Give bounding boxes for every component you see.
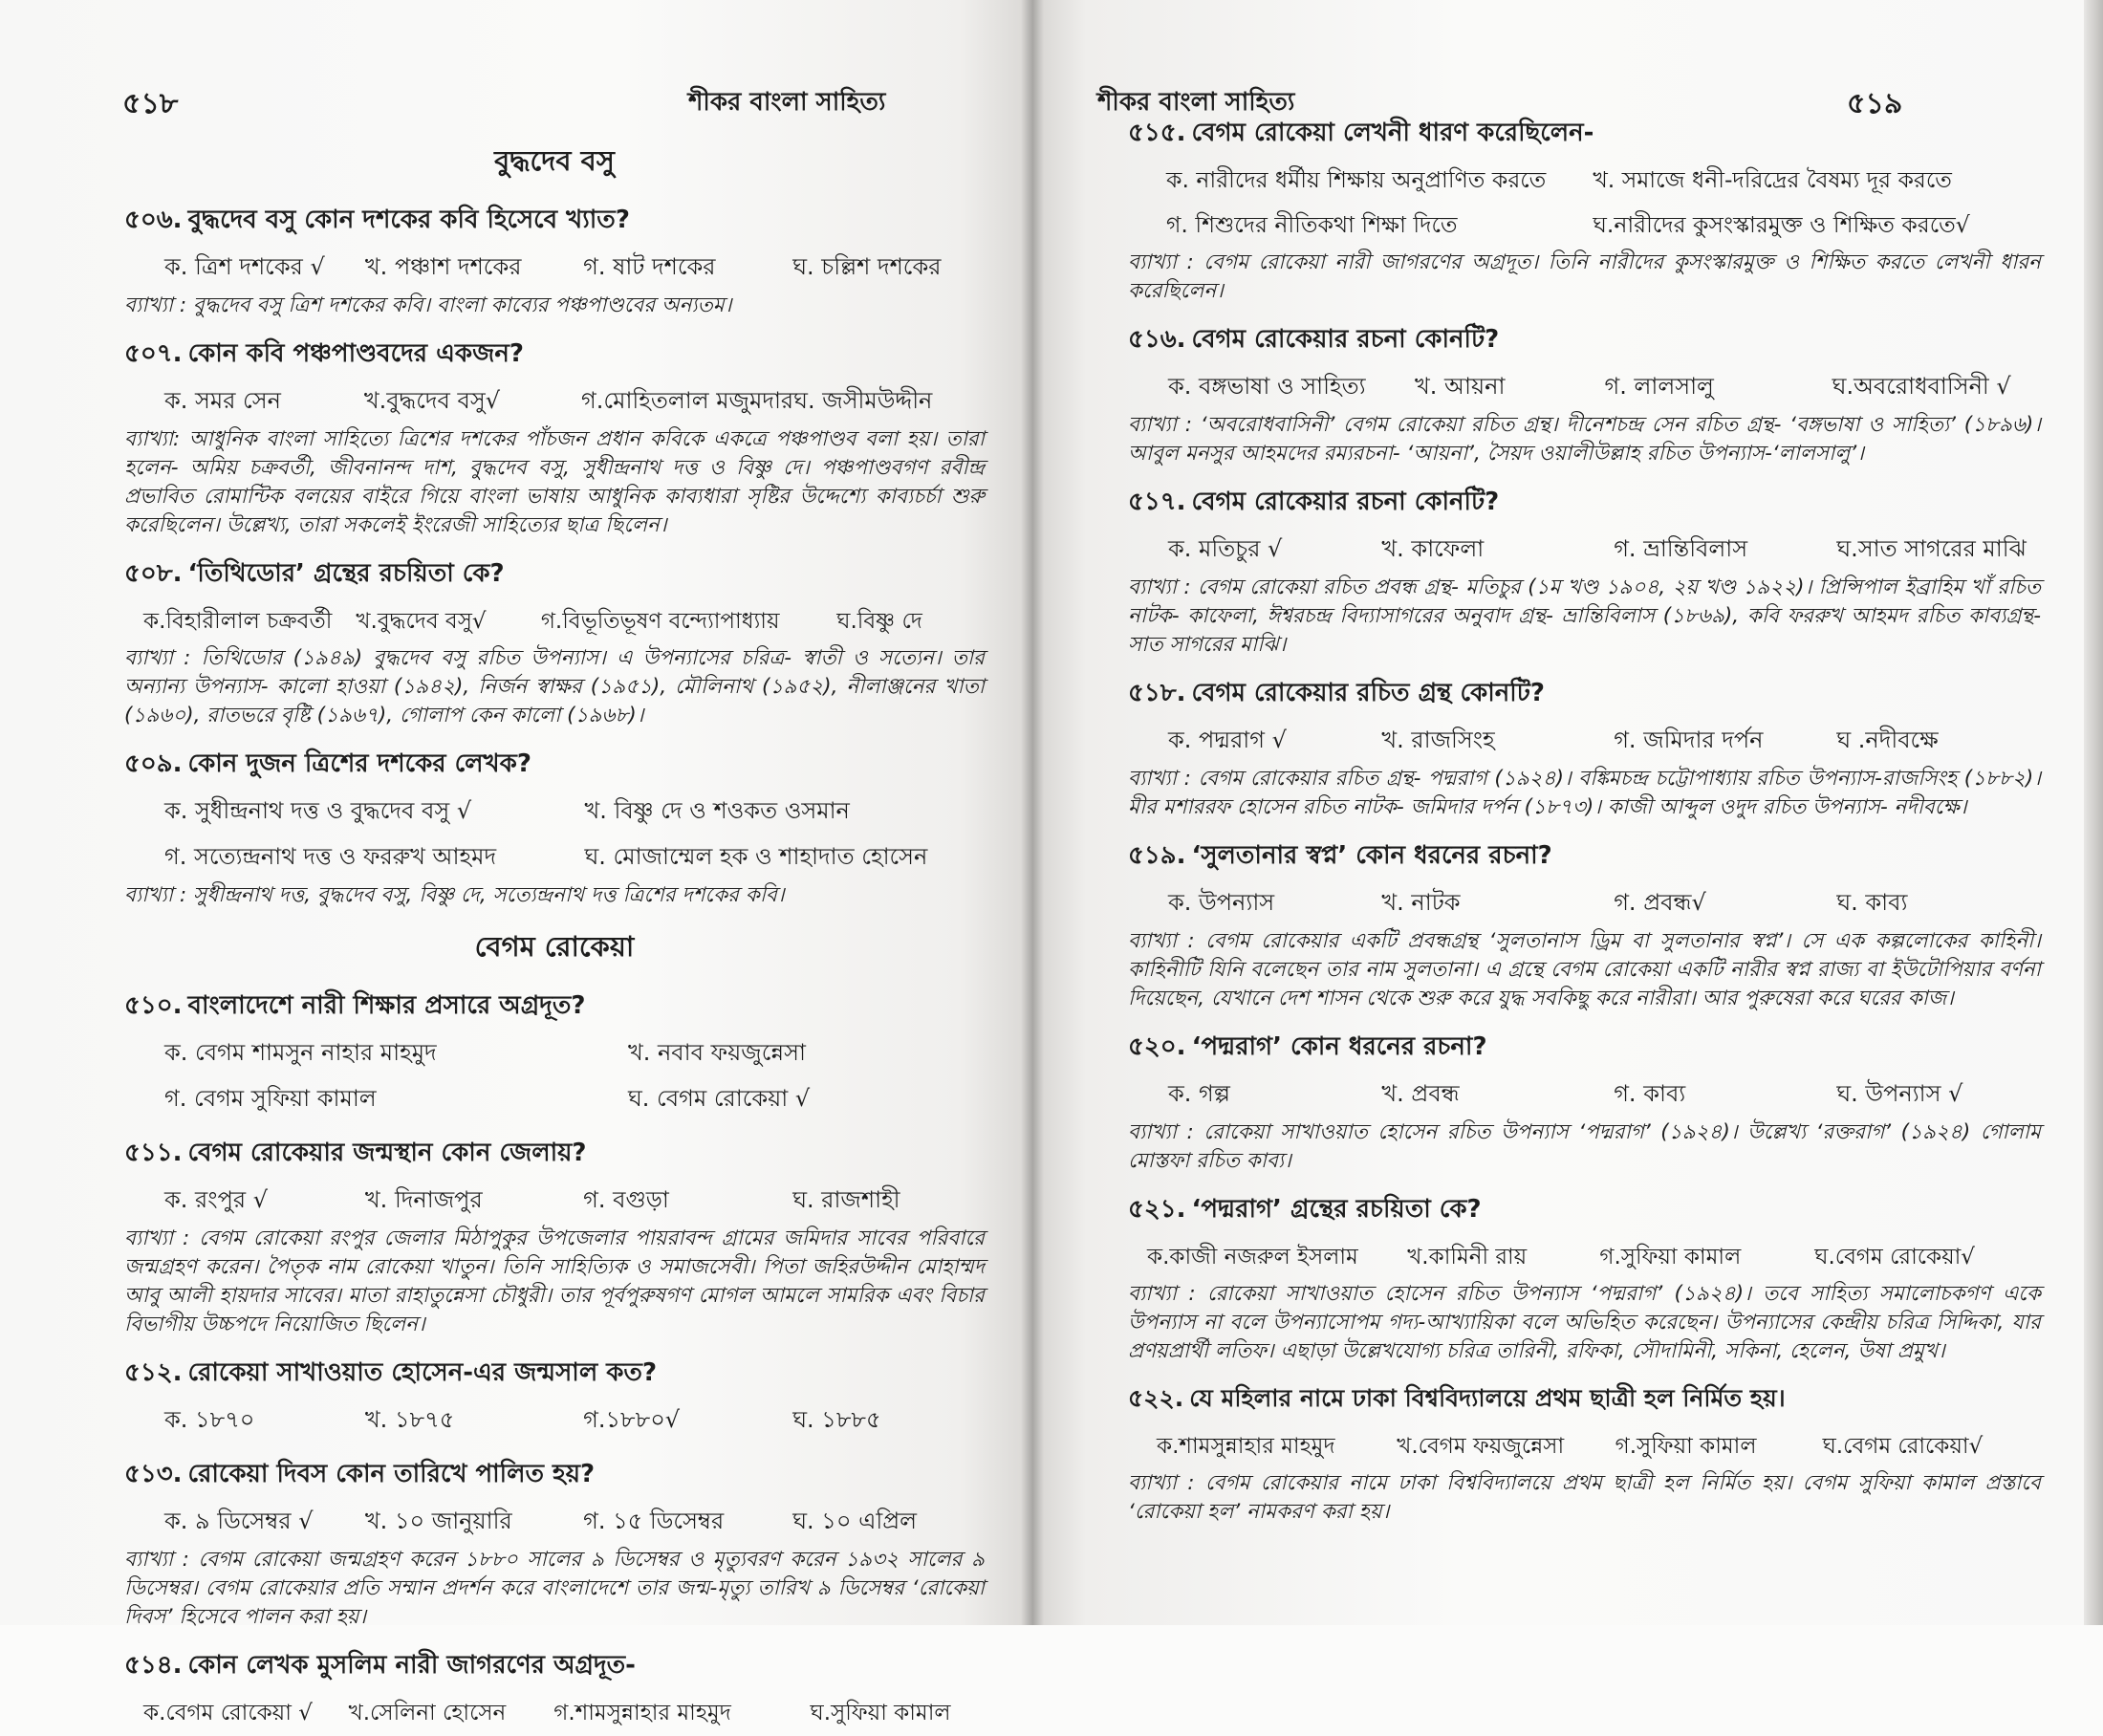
option: খ. পঞ্চাশ দশকের (364, 253, 522, 280)
book-gutter-shadow (1021, 0, 1044, 1625)
explanation: ব্যাখ্যা : বেগম রোকেয়ার রচিত গ্রন্থ- পদ্মরাগ (১৯২৪)। বঙ্কিমচন্দ্র চট্টোপাধ্যায় রচিত উপন্যাস-রাজসিংহ (১৮৮২)। মীর মশাররফ হোসেন রচিত নাটক- জমিদার দর্পন (১৮৭৩)। কাজী আব্দুল ওদুদ রচিত উপন্যাস- নদীবক্ষে। (1128, 767, 2041, 819)
question-text: বেগম রোকেয়ার রচিত গ্রন্থ কোনটি? (1191, 679, 1545, 707)
option: গ. জমিদার দর্পন (1614, 727, 1764, 753)
question-text: যে মহিলার নামে ঢাকা বিশ্ববিদ্যালয়ে প্রথম ছাত্রী হল নির্মিত হয়। (1189, 1384, 1786, 1412)
left-running-title: শীকর বাংলা সাহিত্য (688, 88, 886, 117)
options (1168, 1076, 2041, 1115)
option: ঘ .নদীবক্ষে (1836, 727, 1939, 753)
option: গ. সত্যেন্দ্রনাথ দত্ত ও ফররুখ আহমদ (164, 843, 497, 870)
option: ঘ.বেগম রোকেয়া√ (1814, 1245, 1975, 1269)
option: গ.১৮৮০√ (583, 1406, 681, 1433)
question (124, 334, 985, 376)
option: ক. সুধীন্দ্রনাথ দত্ত ও বুদ্ধদেব বসু √ (164, 797, 472, 824)
question-number: ৫১২. (124, 1358, 183, 1387)
right-page (1032, 0, 2103, 1625)
option: খ.বেগম ফয়জুন্নেসা (1397, 1434, 1565, 1459)
option: খ. নবাব ফয়জুন্নেসা (627, 1039, 806, 1066)
question-number: ৫১০. (124, 991, 183, 1020)
question (1128, 1189, 2041, 1231)
option: ক. বঙ্গভাষা ও সাহিত্য (1168, 373, 1366, 400)
option: ঘ. কাব্য (1836, 889, 1908, 916)
option: গ. কাব্য (1614, 1080, 1686, 1107)
options (1166, 163, 2041, 245)
option: ক. উপন্যাস (1168, 889, 1275, 916)
question-number: ৫১৮. (1128, 679, 1186, 707)
option: ঘ.অবরোধবাসিনী √ (1832, 373, 2011, 400)
question (124, 986, 985, 1028)
option: খ. ১৮৭৫ (364, 1406, 455, 1433)
option: ঘ.সুফিয়া কামাল (810, 1701, 951, 1725)
option: খ.বুদ্ধদেব বসু√ (363, 387, 501, 414)
option: গ.সুফিয়া কামাল (1615, 1434, 1757, 1459)
question-text: ‘পদ্মরাগ’ কোন ধরনের রচনা? (1191, 1032, 1487, 1061)
right-page-number: ৫১৯ (1847, 87, 1903, 120)
question-number: ৫০৬. (124, 206, 183, 234)
question (1128, 113, 2041, 155)
question-text: বুদ্ধদেব বসু কোন দশকের কবি হিসেবে খ্যাত? (187, 206, 630, 234)
question (1128, 482, 2041, 524)
explanation: ব্যাখ্যা : রোকেয়া সাখাওয়াত হোসেন রচিত উপন্যাস ‘পদ্মরাগ’ (১৯২৪)। তবে সাহিত্য সমালোচকগণ একে উপন্যাস না বলে উপন্যাসোপম গদ্য-আখ্যায়িকা বলে অভিহিত করেছেন। উপন্যাসের কেন্দ্রীয় চরিত্র সিদ্দিকা, যার প্রণয়প্রার্থী লতিফ। এছাড়া উল্লেখযোগ্য চরিত্র তারিনী, রফিকা, সৌদামিনী, সকিনা, হেলেন, উষা প্রমুখ। (1128, 1282, 2041, 1363)
page-edge-shadow (2084, 0, 2103, 1625)
options (1147, 1239, 2041, 1276)
question-text: বাংলাদেশে নারী শিক্ষার প্রসারে অগ্রদূত? (187, 991, 586, 1020)
explanation: ব্যাখ্যা : বেগম রোকেয়া রচিত প্রবন্ধ গ্রন্থ- মতিচুর (১ম খণ্ড ১৯০৪, ২য় খণ্ড ১৯২২)। প্রিন্সিপাল ইব্রাহিম খাঁ রচিত নাটক- কাফেলা, ঈশ্বরচন্দ্র বিদ্যাসাগরের অনুবাদ গ্রন্থ- ভ্রান্তিবিলাস (১৮৬৯), কবি ফররুখ আহমদ রচিত কাব্যগ্রন্থ- সাত সাগরের মাঝি। (1128, 575, 2041, 657)
option: খ. রাজসিংহ (1381, 727, 1495, 753)
question-number: ৫১৯. (1128, 841, 1186, 870)
option: ক. ১৮৭০ (164, 1406, 255, 1433)
left-page-number: ৫১৮ (122, 87, 179, 120)
explanation: ব্যাখ্যা : বেগম রোকেয়ার একটি প্রবন্ধগ্রন্থ ‘সুলতানাস ড্রিম বা সুলতানার স্বপ্ন’। সে এক কল্পলোকের কাহিনী। কাহিনীটি যিনি বলেছেন তার নাম সুলতানা। এ গ্রন্থে বেগম রোকেয়া একটি নারীর স্বপ্ন রাজ্য বা ইউটোপিয়ার বর্ণনা দিয়েছেন, যেখানে দেশ শাসন থেকে শুরু করে যুদ্ধ সবকিছু করে নারীরা। আর পুরুষেরা করে ঘরের কাজ। (1128, 929, 2041, 1010)
option: ঘ. জসীমউদ্দীন (793, 387, 933, 414)
options (1157, 1428, 2041, 1465)
question (1128, 1379, 2041, 1421)
option: গ.সুফিয়া কামাল (1599, 1245, 1742, 1269)
explanation: ব্যাখ্যা : বেগম রোকেয়া জন্মগ্রহণ করেন ১৮৮০ সালের ৯ ডিসেম্বর ও মৃত্যুবরণ করেন ১৯৩২ সালের ৯ ডিসেম্বর। বেগম রোকেয়ার প্রতি সম্মান প্রদর্শন করে বাংলাদেশে তার জন্ম-মৃত্যু তারিখ ৯ ডিসেম্বর ‘রোকেয়া দিবস’ হিসেবে পালন করা হয়। (124, 1548, 985, 1629)
option: ঘ. ১৮৮৫ (792, 1406, 881, 1433)
option: ঘ.বিষ্ণু দে (836, 609, 922, 634)
question-number: ৫১৫. (1128, 119, 1186, 147)
question-text: রোকেয়া দিবস কোন তারিখে পালিত হয়? (187, 1460, 596, 1488)
option: ক. গল্প (1168, 1080, 1230, 1107)
question (124, 744, 985, 786)
options (164, 383, 985, 422)
question-text: বেগম রোকেয়ার জন্মস্থান কোন জেলায়? (187, 1139, 587, 1167)
option: গ. বেগম সুফিয়া কামাল (164, 1085, 377, 1112)
question (124, 200, 985, 242)
explanation: ব্যাখ্যা : তিথিডোর (১৯৪৯) বুদ্ধদেব বসু রচিত উপন্যাস। এ উপন্যাসের চরিত্র- স্বাতী ও সত্যেন। তার অন্যান্য উপন্যাস- কালো হাওয়া (১৯৪২), নির্জন স্বাক্ষর (১৯৫১), মৌলিনাথ (১৯৫২), নীলাঞ্জনের খাতা (১৯৬০), রাতভরে বৃষ্টি (১৯৬৭), গোলাপ কেন কালো (১৯৬৮)। (124, 646, 985, 727)
option: ঘ. বেগম রোকেয়া √ (627, 1085, 811, 1112)
options (1168, 532, 2041, 570)
option: গ. লালসালু (1604, 373, 1714, 400)
option: ঘ. উপন্যাস √ (1836, 1080, 1963, 1107)
option: ক.শামসুন্নাহার মাহমুদ (1157, 1434, 1335, 1459)
explanation: ব্যাখ্যা : সুধীন্দ্রনাথ দত্ত, বুদ্ধদেব বসু, বিষ্ণু দে, সত্যেন্দ্রনাথ দত্ত ত্রিশের দশকের কবি। (124, 883, 785, 907)
question-number: ৫১৬. (1128, 325, 1186, 354)
option: গ. বগুড়া (583, 1186, 669, 1213)
right-running-title: শীকর বাংলা সাহিত্য (1097, 88, 1295, 117)
option: খ. সমাজে ধনী-দরিদ্রের বৈষম্য দূর করতে (1593, 166, 1952, 193)
options (164, 1402, 985, 1441)
option: খ.বুদ্ধদেব বসু√ (356, 609, 487, 634)
question-number: ৫০৯. (124, 749, 183, 778)
option: গ. ১৫ ডিসেম্বর (583, 1508, 725, 1534)
option: ক. পদ্মরাগ √ (1168, 727, 1287, 753)
option: খ. কাফেলা (1381, 535, 1485, 562)
option: ঘ. রাজশাহী (792, 1186, 900, 1213)
options (164, 1035, 985, 1119)
question-number: ৫১৭. (1128, 488, 1186, 516)
question-text: কোন দুজন ত্রিশের দশকের লেখক? (187, 749, 531, 778)
question (1128, 835, 2041, 878)
option: ক. সমর সেন (164, 387, 281, 414)
options (1168, 885, 2041, 923)
options (164, 1504, 985, 1542)
question (124, 1454, 985, 1496)
question (124, 1353, 985, 1395)
question (1128, 673, 2041, 715)
explanation: ব্যাখ্যা: আধুনিক বাংলা সাহিত্যে ত্রিশের দশকের পাঁচজন প্রধান কবিকে একত্রে পঞ্চপাণ্ডব বলা হয়। তারা হলেন- অমিয় চক্রবর্তী, জীবনানন্দ দাশ, বুদ্ধদেব বসু, সুধীন্দ্রনাথ দত্ত ও বিষ্ণু দে। পঞ্চপাণ্ডবগণ রবীন্দ্র প্রভাবিত রোমান্টিক বলয়ের বাইরে গিয়ে বাংলা ভাষায় আধুনিক কাব্যধারা সৃষ্টির উদ্দেশ্যে কাব্যচর্চা শুরু করেছিলেন। উল্লেখ্য, তারা সকলেই ইংরেজী সাহিত্যের ছাত্র ছিলেন। (124, 427, 985, 537)
options (143, 1695, 985, 1732)
options (164, 793, 985, 878)
question-text: রোকেয়া সাখাওয়াত হোসেন-এর জন্মসাল কত? (187, 1358, 658, 1387)
option: ক.বিহারীলাল চক্রবর্তী (143, 609, 333, 634)
option: ঘ.বেগম রোকেয়া√ (1822, 1434, 1984, 1459)
option: ঘ.সাত সাগরের মাঝি (1836, 535, 2027, 562)
question-text: বেগম রোকেয়ার রচনা কোনটি? (1191, 488, 1500, 516)
option: ক. ৯ ডিসেম্বর √ (164, 1508, 314, 1534)
question-number: ৫১১. (124, 1139, 183, 1167)
explanation: ব্যাখ্যা : বেগম রোকেয়া নারী জাগরণের অগ্রদূত। তিনি নারীদের কুসংস্কারমুক্ত ও শিক্ষিত করতে লেখনী ধারন করেছিলেন। (1128, 250, 2041, 303)
section-heading-rokeya: বেগম রোকেয়া (474, 930, 635, 963)
question-text: কোন লেখক মুসলিম নারী জাগরণের অগ্রদূত- (187, 1651, 636, 1680)
question (124, 553, 985, 596)
option: ক. মতিচুর √ (1168, 535, 1283, 562)
question-number: ৫০৮. (124, 559, 183, 588)
question-number: ৫২০. (1128, 1032, 1186, 1061)
options (1168, 369, 2041, 407)
option: ঘ.নারীদের কুসংস্কারমুক্ত ও শিক্ষিত করতে√ (1593, 211, 1970, 238)
left-page (0, 0, 1032, 1725)
question-text: কোন কবি পঞ্চপাণ্ডবদের একজন? (187, 339, 524, 368)
question-number: ৫১৩. (124, 1460, 183, 1488)
question-text: ‘সুলতানার স্বপ্ন’ কোন ধরনের রচনা? (1191, 841, 1552, 870)
question-text: বেগম রোকেয়া লেখনী ধারণ করেছিলেন- (1191, 119, 1594, 147)
question-text: ‘পদ্মরাগ’ গ্রন্থের রচয়িতা কে? (1191, 1195, 1482, 1224)
option: খ.কামিনী রায় (1407, 1245, 1528, 1269)
option: খ. ১০ জানুয়ারি (364, 1508, 512, 1534)
option: খ. বিষ্ণু দে ও শওকত ওসমান (584, 797, 850, 824)
option: গ. শিশুদের নীতিকথা শিক্ষা দিতে (1166, 211, 1458, 238)
option: ক. বেগম শামসুন নাহার মাহমুদ (164, 1039, 437, 1066)
left-column (124, 134, 985, 1736)
option: গ. প্রবন্ধ√ (1614, 889, 1706, 916)
option: ক. ত্রিশ দশকের √ (164, 253, 325, 280)
question-text: বেগম রোকেয়ার রচনা কোনটি? (1191, 325, 1500, 354)
question (124, 1645, 985, 1687)
question (124, 1133, 985, 1175)
option: ঘ. মোজাম্মেল হক ও শাহাদাত হোসেন (584, 843, 928, 870)
options (164, 1183, 985, 1221)
options (164, 250, 985, 288)
option: গ.মোহিতলাল মজুমদার (581, 387, 794, 414)
section-heading-buddhadeb: বুদ্ধদেব বসু (494, 144, 615, 177)
option: গ. ষাট দশকের (583, 253, 716, 280)
question-number: ৫২১. (1128, 1195, 1186, 1224)
option: খ. প্রবন্ধ (1381, 1080, 1460, 1107)
option: খ. নাটক (1381, 889, 1461, 916)
question-text: ‘তিথিডোর’ গ্রন্থের রচয়িতা কে? (187, 559, 505, 588)
option: খ. আয়না (1415, 373, 1506, 400)
question-number: ৫০৭. (124, 339, 183, 368)
explanation: ব্যাখ্যা : ‘অবরোধবাসিনী’ বেগম রোকেয়া রচিত গ্রন্থ। দীনেশচন্দ্র সেন রচিত গ্রন্থ- ‘বঙ্গভাষা ও সাহিত্য’ (১৮৯৬)। আবুল মনসুর আহমদের রম্যরচনা- ‘আয়না’, সৈয়দ ওয়ালীউল্লাহ রচিত উপন্যাস-‘লালসালু’। (1128, 413, 2041, 466)
option: ঘ. চল্লিশ দশকের (792, 253, 942, 280)
explanation: ব্যাখ্যা : রোকেয়া সাখাওয়াত হোসেন রচিত উপন্যাস ‘পদ্মরাগ’ (১৯২৪)। উল্লেখ্য ‘রক্তরাগ’ (১৯২৪) গোলাম মোস্তফা রচিত কাব্য। (1128, 1120, 2041, 1173)
option: গ.শামসুন্নাহার মাহমুদ (553, 1701, 731, 1725)
question (1128, 1027, 2041, 1069)
option: ক. নারীদের ধর্মীয় শিক্ষায় অনুপ্রাণিত করতে (1166, 166, 1547, 193)
right-column (1128, 99, 2041, 1536)
option: গ. ভ্রান্তিবিলাস (1614, 535, 1748, 562)
options (1168, 723, 2041, 761)
option: ঘ. ১০ এপ্রিল (792, 1508, 917, 1534)
option: খ. দিনাজপুর (364, 1186, 483, 1213)
option: গ.বিভূতিভূষণ বন্দ্যোপাধ্যায় (540, 609, 780, 634)
explanation: ব্যাখ্যা : বেগম রোকেয়ার নামে ঢাকা বিশ্ববিদ্যালয়ে প্রথম ছাত্রী হল নির্মিত হয়। বেগম সুফিয়া কামাল প্রস্তাবে ‘রোকেয়া হল’ নামকরণ করা হয়। (1128, 1471, 2041, 1524)
explanation: ব্যাখ্যা : বুদ্ধদেব বসু ত্রিশ দশকের কবি। বাংলা কাব্যের পঞ্চপাণ্ডবের অন্যতম। (124, 293, 732, 317)
option: ক. রংপুর √ (164, 1186, 268, 1213)
option: খ.সেলিনা হোসেন (348, 1701, 507, 1725)
option: ক.বেগম রোকেয়া √ (143, 1701, 313, 1725)
question-number: ৫২২. (1128, 1384, 1184, 1412)
explanation: ব্যাখ্যা : বেগম রোকেয়া রংপুর জেলার মিঠাপুকুর উপজেলার পায়রাবন্দ গ্রামের জমিদার সাবের পরিবারে জন্মগ্রহণ করেন। পৈতৃক নাম রোকেয়া খাতুন। তিনি সাহিত্যিক ও সমাজসেবী। পিতা জহিরউদ্দীন মোহাম্মদ আবু আলী হায়দার সাবের। মাতা রাহাতুন্নেসা চৌধুরী। তার পূর্বপুরুষগণ মোগল আমলে সামরিক এবং বিচার বিভাগীয় উচ্চপদে নিয়োজিত ছিলেন। (124, 1226, 985, 1336)
option: ক.কাজী নজরুল ইসলাম (1147, 1245, 1358, 1269)
question-number: ৫১৪. (124, 1651, 183, 1680)
options (143, 603, 985, 640)
question (1128, 319, 2041, 361)
